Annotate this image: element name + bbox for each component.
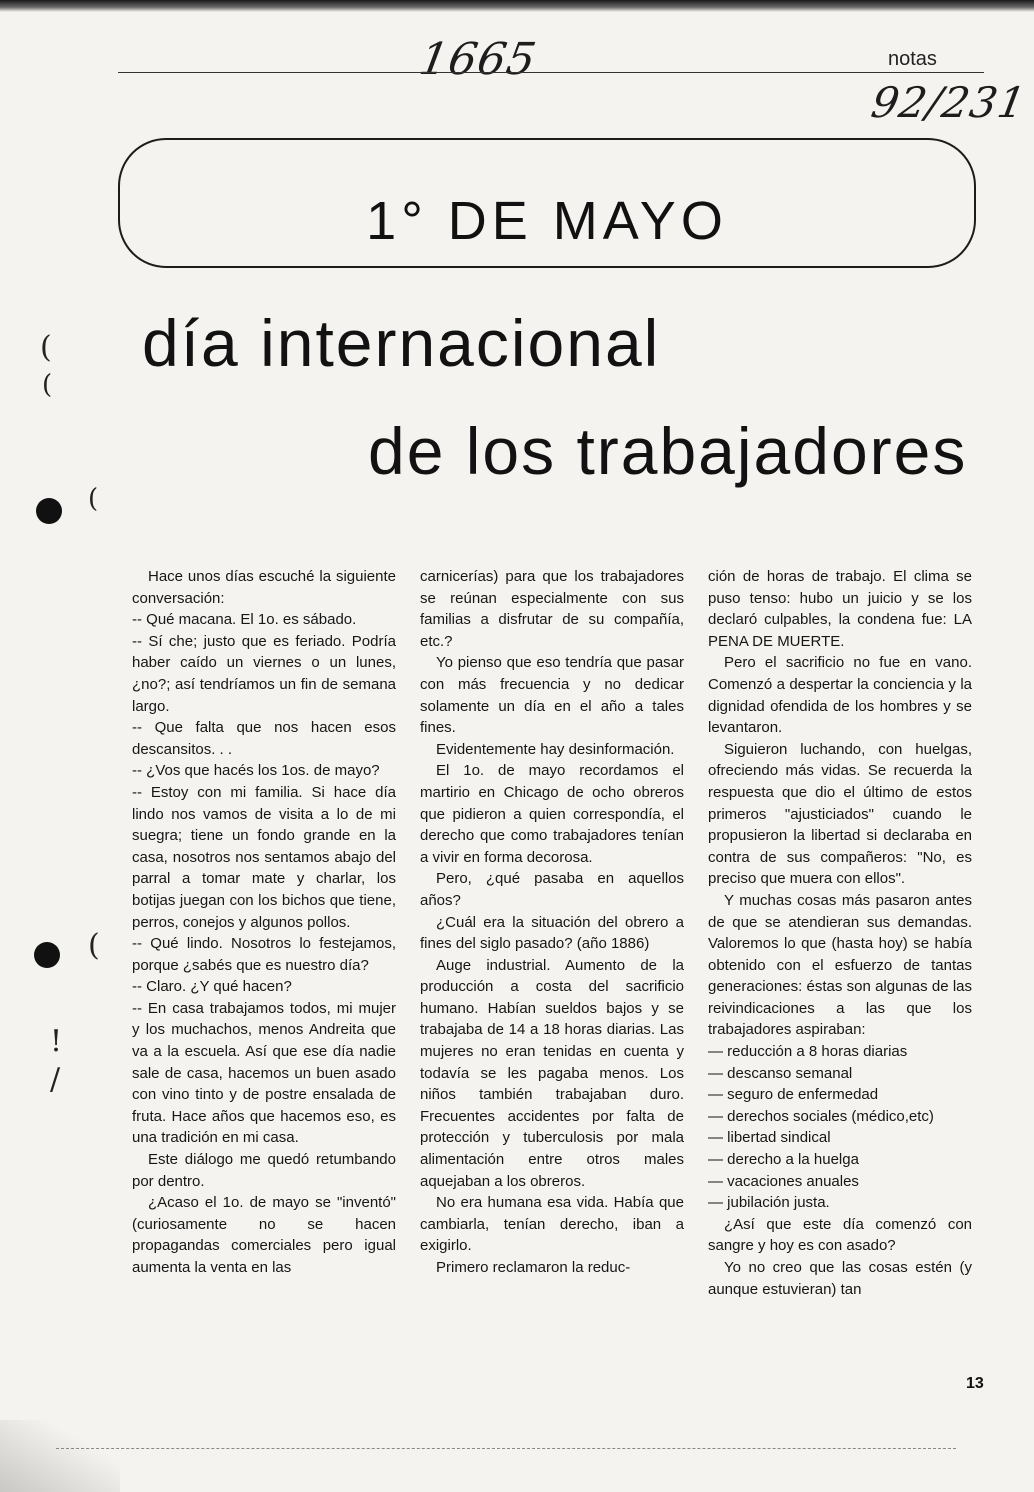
paragraph: Auge industrial. Aumento de la producción a costa del sacrificio humano. Habían sueldos bajos y se trabajaba de 14 a 18 horas diarias. Las mujeres no eran tenidas en cuenta y todavía se les pagaba menos. Los niños también trabajaban duro. Frecuentes accidentes por falta de protección y tuberculosis por mala alimentación entre otros males aquejaban a los obreros. xyxy=(420,956,684,1190)
paragraph: ¿Cuál era la situación del obrero a fines del siglo pasado? (año 1886) xyxy=(420,913,684,953)
scan-shadow-corner xyxy=(0,1420,120,1492)
list-item: — libertad sindical xyxy=(708,1129,831,1147)
paragraph: Evidentemente hay desinformación. xyxy=(436,740,675,758)
margin-mark: ! xyxy=(50,1024,63,1059)
paragraph: Este diálogo me quedó retumbando por dentro. xyxy=(132,1151,396,1190)
page-number: 13 xyxy=(966,1375,984,1392)
paragraph: carnicerías) para que los trabajadores se reúnan especialmente con sus familias a disfrutar de su compañía, etc.? xyxy=(420,568,684,650)
paragraph: Siguieron luchando, con huelgas, ofreciendo más vidas. Se recuerda la respuesta que dio el último de estos primeros "ajusticiados" cuando le propusieron la libertad si declaraba en contra de sus compañeros: "No, es preciso que muera con ellos". xyxy=(708,740,972,888)
paragraph: Hace unos días escuché la siguiente conversación: xyxy=(132,568,396,607)
binder-hole xyxy=(34,942,60,968)
paragraph: No era humana esa vida. Había que cambiarla, tenían derecho, iban a exigirlo. xyxy=(420,1194,684,1255)
list-item: — reducción a 8 horas diarias xyxy=(708,1043,908,1061)
paragraph: -- Estoy con mi familia. Si hace día lindo nos vamos de visita a lo de mi suegra; tiene un fondo grande en la casa, nosotros nos sentamos abajo del parral a tomar mate y charlar, los botijas juegan con los bichos que tiene, perros, conejos y algunos pollos. xyxy=(132,783,396,931)
paragraph: -- Sí che; justo que es feriado. Podría haber caído un viernes o un lunes,¿no?; así tendríamos un fin de semana largo. xyxy=(132,632,396,715)
list-item: — vacaciones anuales xyxy=(708,1172,859,1190)
margin-mark: ( xyxy=(88,928,100,963)
handwritten-number: 1665 xyxy=(415,34,541,85)
text-column-3 xyxy=(708,566,972,1300)
text-column-1 xyxy=(132,566,396,1279)
paragraph: Pero el sacrificio no fue en vano. Comenzó a despertar la conciencia y la dignidad ofendida de los hombres y se levantaron. xyxy=(708,654,972,737)
paragraph: -- En casa trabajamos todos, mi mujer y los muchachos, menos Andreita que va a la escuela. Así que ese día nadie sale de casa, hacemos un buen asado con vino tinto y de postre ensalada de fruta. Hace años que hacemos eso, es una tradición en mi casa. xyxy=(132,999,396,1147)
paragraph: El 1o. de mayo recordamos el martirio en Chicago de ocho obreros que pidieron a quien correspondía, el derecho que como trabajadores tenían a vivir en forma decorosa. xyxy=(420,762,684,866)
paragraph: ¿Así que este día comenzó con sangre y hoy es con asado? xyxy=(708,1215,972,1255)
paragraph: -- ¿Vos que hacés los 1os. de mayo? xyxy=(132,762,380,780)
paragraph: -- Claro. ¿Y qué hacen? xyxy=(132,978,292,996)
paragraph: Yo no creo que las cosas estén (y aunque estuvieran) tan xyxy=(708,1259,972,1298)
paragraph: -- Qué macana. El 1o. es sábado. xyxy=(132,611,357,629)
paragraph: Pero, ¿qué pasaba en aquellos años? xyxy=(420,870,684,909)
paragraph: -- Que falta que nos hacen esos descansitos. . . xyxy=(132,719,396,758)
subtitle-line-2: de los trabajadores xyxy=(368,414,968,488)
margin-mark: ( xyxy=(88,484,99,514)
list-item: — derechos sociales (médico,etc) xyxy=(708,1107,934,1125)
paragraph: Yo pienso que eso tendría que pasar con más frecuencia y no dedicar solamente un día en el año a tales fines. xyxy=(420,654,684,737)
paragraph: Y muchas cosas más pasaron antes de que se atendieran sus demandas. Valoremos lo que (hasta hoy) se había obtenido con el esfuerzo de tantas generaciones: éstas son algunas de las reivindicaciones a las que los trabajadores aspiraban: xyxy=(708,891,972,1039)
paragraph: ¿Acaso el 1o. de mayo se "inventó" (curiosamente no se hacen propagandas comerciales pero igual aumenta la venta en las xyxy=(132,1194,396,1276)
list-item: — derecho a la huelga xyxy=(708,1151,859,1169)
header-rule xyxy=(118,72,984,73)
list-item: — jubilación justa. xyxy=(708,1194,830,1212)
margin-mark: ( xyxy=(42,370,53,400)
page-title: 1° DE MAYO xyxy=(366,191,728,251)
scan-shadow xyxy=(0,0,1034,12)
section-label: notas xyxy=(888,48,937,70)
paragraph: Primero reclamaron la reduc- xyxy=(436,1259,631,1276)
title-banner xyxy=(118,138,976,268)
handwritten-reference: 92/231 xyxy=(867,78,1031,127)
list-item: — seguro de enfermedad xyxy=(708,1086,879,1104)
subtitle-line-1: día internacional xyxy=(142,306,661,380)
paragraph: ción de horas de trabajo. El clima se puso tenso: hubo un juicio y se los declaró culpables, la condena fue: LA PENA DE MUERTE. xyxy=(708,568,972,650)
binder-hole xyxy=(36,498,62,524)
margin-mark: / xyxy=(50,1062,61,1097)
scan-edge-line xyxy=(56,1448,956,1449)
list-item: — descanso semanal xyxy=(708,1064,853,1082)
text-column-2 xyxy=(420,566,684,1279)
margin-mark: ( xyxy=(40,330,52,365)
paragraph: -- Qué lindo. Nosotros lo festejamos, porque ¿sabés que es nuestro día? xyxy=(132,935,396,974)
